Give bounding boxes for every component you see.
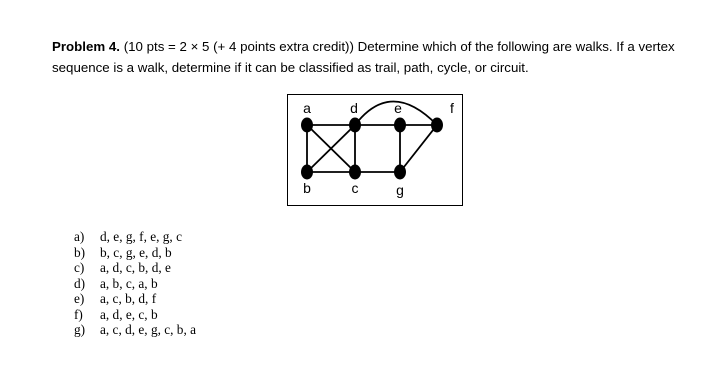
graph-vertex-label-a: a: [303, 100, 311, 116]
choice-letter: b): [74, 244, 86, 260]
graph-vertex-label-b: b: [303, 180, 311, 196]
choice-sequence: b, c, g, e, d, b: [100, 244, 172, 260]
choice-letter: e): [74, 291, 85, 306]
problem-label: Problem 4.: [52, 39, 120, 54]
choice-item: [74, 291, 196, 307]
graph-vertex-label-g: g: [396, 182, 404, 198]
graph-vertex-label-f: f: [450, 100, 454, 116]
graph-vertex-label-e: e: [394, 100, 402, 116]
choice-sequence: a, c, b, d, f: [100, 291, 157, 306]
problem-prompt: (10 pts = 2 × 5 (+ 4 points extra credit)) Determine which of the following are walks. If a vertex sequence is a walk, determine if it can be classified as trail, path, cycle, or circuit.: [52, 39, 675, 75]
choice-item: [74, 245, 196, 261]
choice-item: [74, 260, 196, 276]
choice-letter: g): [74, 322, 86, 337]
graph-vertex-label-d: d: [350, 100, 358, 116]
choice-item: [74, 307, 196, 323]
choice-letter: c): [74, 260, 85, 275]
graph-vertex-g: [394, 165, 406, 180]
choice-letter: d): [74, 275, 86, 291]
choice-item: [74, 229, 196, 245]
choice-sequence: a, c, d, e, g, c, b, a: [100, 322, 196, 337]
graph-figure: [287, 94, 463, 206]
graph-vertex-b: [301, 165, 313, 180]
graph-vertex-f: [431, 118, 443, 133]
graph-vertex-a: [301, 118, 313, 133]
graph-diagram: [288, 95, 464, 207]
graph-edge-f-g: [400, 125, 437, 172]
graph-vertex-d: [349, 118, 361, 133]
choice-item: [74, 322, 196, 338]
graph-vertex-c: [349, 165, 361, 180]
choice-sequence: d, e, g, f, e, g, c: [100, 229, 182, 244]
graph-vertex-label-c: c: [351, 180, 359, 196]
problem-statement: [52, 36, 692, 78]
choice-sequence: a, d, e, c, b: [100, 306, 158, 322]
choice-sequence: a, b, c, a, b: [100, 275, 158, 291]
walk-choices-list: [74, 229, 196, 338]
choice-sequence: a, d, c, b, d, e: [100, 260, 171, 275]
choice-letter: f): [74, 306, 83, 322]
graph-vertex-e: [394, 118, 406, 133]
choice-item: [74, 276, 196, 292]
choice-letter: a): [74, 229, 85, 244]
